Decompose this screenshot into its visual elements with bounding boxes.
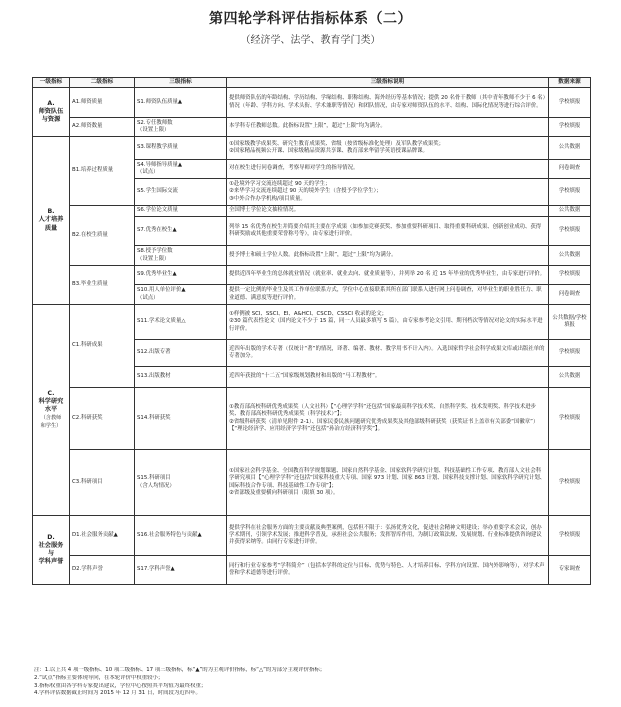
header-description: 三级指标说明: [227, 78, 549, 88]
level2-indicator: D2.学科声誉: [70, 556, 135, 585]
footnote: 2.“试点”指标主要体现导向，在本轮评价中权重较小；: [34, 674, 164, 681]
footnote: 3.指标权重由各学科专家提出建议，学位中心按照其平均值为最终权重；: [34, 682, 207, 689]
level2-indicator: A1.师资质量: [70, 88, 135, 118]
indicator-description: ①国家社会科学基金、全国教育科学规划课题、国家自然科学基金、国家软科学研究计划、科技基础性工作专项、教育部人文社会科学研究项目【“心理学学科”还包括“国家科技重大专项、国家 973 计划、国家 863 计划、国家科技支撑计划、国家软科学研究计划、国际科技合作专项、科技基础性工作专项”】； ②省部级及重要横向科研项目（限填 30 项）。: [227, 450, 549, 516]
level1-indicator: D. 社会服务 与 学科声誉: [33, 516, 70, 585]
level2-indicator: D1.社会服务贡献▲: [70, 516, 135, 556]
data-source: 专家调查: [549, 556, 591, 585]
data-source: 公共数据: [549, 206, 591, 217]
level1-note: （含教师 和学生）: [40, 415, 62, 430]
indicator-description: 近四年获批的“十二五”国家级规划教材和出版的“马工程教材”。: [227, 367, 549, 388]
header-level2: 二级指标: [70, 78, 135, 88]
level3-indicator: S7.优秀在校生▲: [135, 217, 227, 246]
level2-indicator: B3.毕业生质量: [70, 266, 135, 305]
table-row: [33, 516, 591, 556]
data-source: 学校填报: [549, 388, 591, 450]
footnote: 注：1.以上共 4 项一级指标、10 项二级指标、17 项三级指标，标“▲”的为主观评价指标，标“△”的为部分主观评价指标；: [34, 667, 326, 673]
footnotes: [34, 667, 594, 698]
level3-indicator: S2.专任教师数 （设置上限）: [135, 118, 227, 137]
table-body: [33, 88, 591, 585]
table-row: [33, 266, 591, 285]
data-source: 学校填报: [549, 266, 591, 285]
level2-indicator: B2.在校生质量: [70, 206, 135, 266]
level3-indicator: S14.科研获奖: [135, 388, 227, 450]
page-title: 第四轮学科评估指标体系（二）: [209, 11, 412, 27]
data-source: 学校填报: [549, 118, 591, 137]
indicator-description: 提供近四年毕业生的总体就业情况（就业率、就业去向、就业质量等），并列举 20 名 近 15 年毕业的优秀毕业生，由专家进行评价。: [227, 266, 549, 285]
data-source: 学校填报: [549, 450, 591, 516]
level3-indicator: S1.师资队伍质量▲: [135, 88, 227, 118]
level3-indicator: S16.社会服务特色与贡献▲: [135, 516, 227, 556]
level3-indicator: S8.授予学位数 （设置上限）: [135, 246, 227, 266]
indicator-description: 列举 15 名优秀在校生并简要介绍其主要在学成果（如参加竞赛获奖、参加重要科研项目、取得重要科研成果、创新创业成功、获得科研奖励或其他重要荣誉称号等），由专家进行评价。: [227, 217, 549, 246]
data-source: 学校填报: [549, 516, 591, 556]
level3-indicator: S11.学术论文质量△: [135, 305, 227, 340]
table-row: [33, 305, 591, 340]
data-source: 公共数据/学校填报: [549, 305, 591, 340]
indicator-description: 提供一定比例的毕业生及其工作单位联系方式，学位中心直接联系其所在部门联系人进行网上问卷调查，对毕业生的职业胜任力、职业道德、满意度等进行评价。: [227, 285, 549, 305]
indicator-description: 对在校生进行问卷调查，考察导师对学生的指导情况。: [227, 160, 549, 179]
level3-indicator: S17.学科声誉▲: [135, 556, 227, 585]
data-source: 公共数据: [549, 246, 591, 266]
table-row: [33, 450, 591, 516]
level1-indicator: A. 师资队伍 与资源: [33, 88, 70, 137]
header-level3: 三级指标: [135, 78, 227, 88]
data-source: 公共数据: [549, 367, 591, 388]
indicator-description: 授予博士和硕士学位人数。此指标设置“上限”，超过“上限”均为满分。: [227, 246, 549, 266]
level2-indicator: C1.科研成果: [70, 305, 135, 388]
table-row: [33, 206, 591, 217]
data-source: 问卷调查: [549, 160, 591, 179]
data-source: 学校填报: [549, 179, 591, 206]
data-source: 学校填报: [549, 88, 591, 118]
page-subtitle: （经济学、法学、教育学门类）: [240, 35, 381, 46]
table-row: [33, 88, 591, 118]
level3-indicator: S13.出版教材: [135, 367, 227, 388]
level1-indicator: B. 人才培养 质量: [33, 137, 70, 305]
data-source: 学校填报: [549, 340, 591, 367]
level3-indicator: S4.导师指导质量▲ （试点）: [135, 160, 227, 179]
table-row: [33, 137, 591, 160]
indicator-description: ①教育部高校科研优秀成果奖（人文社科）【“心理学学科”还包括“国家最高科学技术奖、自然科学奖、技术发明奖、科学技术进步奖、教育部高校科研优秀成果奖（科学技术）”】； ②省级科研获奖（清单见附件 2-1）、国家民委民族问题研究优秀成果奖及其他部级科研获奖（获奖证书上盖章有关部委“国徽章”）【“理论经济学、应用经济学学科”还包括“孙冶方经济科学奖”】。: [227, 388, 549, 450]
level3-indicator: S10.用人单位评价▲ （试点）: [135, 285, 227, 305]
level2-indicator: C2.科研获奖: [70, 388, 135, 450]
indicator-description: ①赴境外学习交流连续超过 90 天的学生； ②来华学习交流连续超过 90 天的境外学生（含授予学位学生）； ③中外合作办学机构/项目质量。: [227, 179, 549, 206]
footnote: 4.学科评估数据截止时间为 2015 年 12 月 31 日，时间段为近四年。: [34, 690, 201, 697]
data-source: 学校填报: [549, 217, 591, 246]
indicator-table: [32, 77, 591, 585]
level2-indicator: C3.科研项目: [70, 450, 135, 516]
indicator-description: 近四年出版的学术专著（仅统计“著”的情况，译著、编著、教材、教学用书不计入内）。入选国家哲学社会科学成果文库或出版社单的专著加分。: [227, 340, 549, 367]
header-level1: 一级指标: [33, 78, 70, 88]
level3-indicator: S3.课程教学质量: [135, 137, 227, 160]
table-row: [33, 388, 591, 450]
level3-indicator: S9.优秀毕业生▲: [135, 266, 227, 285]
data-source: 问卷调查: [549, 285, 591, 305]
level1-indicator: C. 科学研究 水平 （含教师 和学生）: [33, 305, 70, 516]
level3-indicator: S12.出版专著: [135, 340, 227, 367]
indicator-description: 提供学科在社会服务方面的主要贡献及典型案例，包括但不限于：弘扬优秀文化，促进社会精神文明建设；举办重要学术会议，创办学术期刊，引领学术发展；推进科学普及，承担社会公共服务；发挥智库作用，为制订政策法规、发展规划、行业标准提供咨询建议并获得采纳等。由同行专家进行评价。: [227, 516, 549, 556]
table-row: [33, 118, 591, 137]
indicator-description: 提供师资队伍的年龄结构、学历结构、学缘结构、职称结构、海外经历等基本情况；提供 20 名骨干教师（其中青年教师不少于 6 名）情况（年龄、学科方向、学术头衔、学术兼职等情况）和团队情况，由专家对师资队伍的水平、结构、国际化情况等进行综合评价。: [227, 88, 549, 118]
header-source: 数据来源: [549, 78, 591, 88]
table-row: [33, 556, 591, 585]
level3-indicator: S15.科研项目 （含人均情况）: [135, 450, 227, 516]
table-header-row: [33, 78, 591, 88]
indicator-description: ①国家级教学成果奖、研究生教育成果奖、省级（按省级标准化处理）及军队教学成果奖； ②国家精品视频公开课、国家级精品资源共享课、教育部来华留学英语授课品牌课。: [227, 137, 549, 160]
level2-indicator: B1.培养过程质量: [70, 137, 135, 206]
indicator-description: 本学科专任教师总数。此指标设置“上限”，超过“上限”均为满分。: [227, 118, 549, 137]
level3-indicator: S6.学位论文质量: [135, 206, 227, 217]
level2-indicator: A2.师资数量: [70, 118, 135, 137]
data-source: 公共数据: [549, 137, 591, 160]
level3-indicator: S5.学生国际交流: [135, 179, 227, 206]
indicator-description: 同行和行业专家参考“学科简介”（包括本学科的定位与目标、优势与特色、人才培养目标、学科方向设置、国内外影响等），对学术声誉和学术道德等进行评价。: [227, 556, 549, 585]
indicator-description: 全国博士学位论文抽检情况。: [227, 206, 549, 217]
indicator-description: ①样例被 SCI、SSCI、EI、A&HCI、CSCD、CSSCI 收录的论文； ②30 篇代表性论文（国内论文不少于 15 篇，同一人员最多填写 5 篇），由专家参考论文引用、期刊档次等情况对论文的实际水平进行评价。: [227, 305, 549, 340]
